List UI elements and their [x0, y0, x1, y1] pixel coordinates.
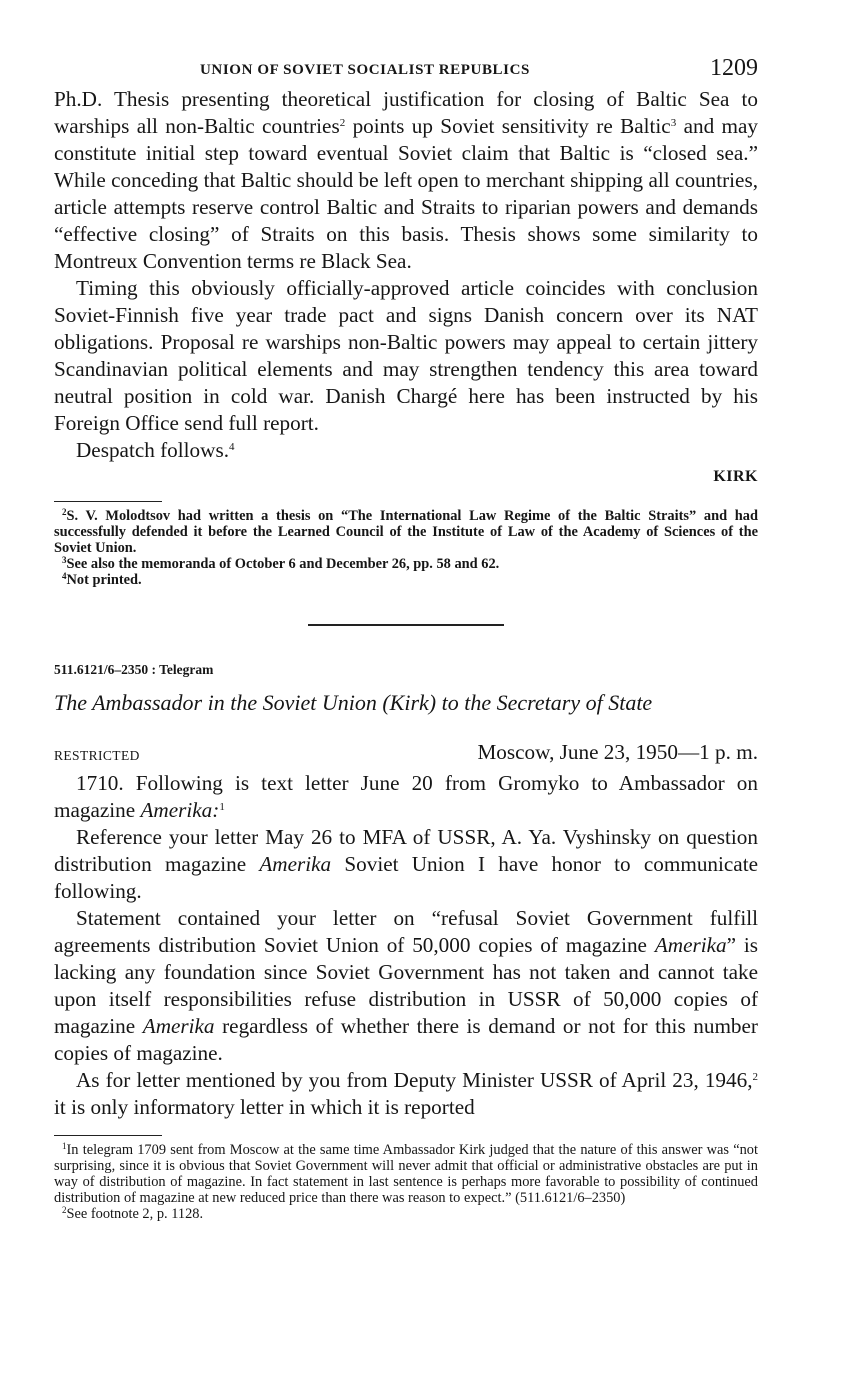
section-divider [308, 624, 504, 626]
footnotes-section [54, 1142, 758, 1222]
document-id: 511.6121/6–2350 : Telegram [54, 662, 214, 677]
footnotes-section [54, 508, 758, 588]
footnote: $^2$See footnote 2, p. 1128. [62, 1205, 204, 1222]
footnote: $^2$S. V. Molodtsov had written a thesis on “The International Law Regime of the Baltic Straits” and had successfully defended it before the Learned Council of the Institute of Law of the Academy of Sciences of the Soviet Union. [54, 507, 758, 556]
running-head: UNION OF SOVIET SOCIALIST REPUBLICS [200, 62, 530, 78]
page-header [54, 52, 758, 86]
footnote-ref[interactable]: 2 [752, 1071, 758, 1083]
footnote-ref[interactable]: 3 [670, 117, 677, 129]
document-page [54, 52, 758, 1222]
paragraph: Ph.D. Thesis presenting theoretical justification for closing of Baltic Sea to warships all non-Baltic countries$^2$ points up Soviet sensitivity re Baltic$^3$ and may constitute initial step toward eventual Soviet claim that Baltic is “closed sea.” While conceding that Baltic should be left open to merchant shipping all countries, article attempts reserve control Baltic and Straits to riparian powers and demands “effective closing” of Straits on this basis. Thesis shows some similarity to Montreux Convention terms re Black Sea. [54, 87, 759, 273]
page-number: 1209 [710, 55, 758, 81]
dateline [54, 740, 758, 770]
footnote-ref[interactable]: 4 [229, 441, 235, 453]
footnote: $^1$In telegram 1709 sent from Moscow at the same time Ambassador Kirk judged that the nature of this answer was “not surprising, since it is obvious that Soviet Government will never admit that official or administrative obstacles are put in way of distribution of magazine. In fact statement in last sentence is perhaps more favorable to possibility of continued distribution of magazine at new reduced price than there was reason to expect.” (511.6121/6–2350) [54, 1141, 758, 1206]
signature: KIRK [713, 468, 758, 485]
paragraph: Reference your letter May 26 to MFA of USSR, A. Ya. Vyshinsky on question distribution magazine Amerika Soviet Union I have honor to communicate following. [54, 825, 759, 903]
footnote-ref[interactable]: 2 [339, 117, 346, 129]
document-title: The Ambassador in the Soviet Union (Kirk) to the Secretary of State [54, 690, 653, 715]
footnote-divider [54, 501, 162, 502]
place-date: Moscow, June 23, 1950—1 p. m. [477, 740, 758, 764]
footnote: $^3$See also the memoranda of October 6 and December 26, pp. 58 and 62. [62, 555, 500, 572]
paragraph: Despatch follows.$^4$ [76, 438, 235, 462]
footnote: $^4$Not printed. [62, 571, 142, 588]
classification: RESTRICTED [54, 748, 140, 763]
paragraph: As for letter mentioned by you from Deputy Minister USSR of April 23, 1946,$^2$ it is only informatory letter in which it is reported [54, 1068, 758, 1119]
footnote-ref[interactable]: 1 [219, 801, 225, 813]
paragraph: 1710. Following is text letter June 20 from Gromyko to Ambassador on magazine Amerika:$^1$ [54, 771, 758, 822]
footnote-divider [54, 1135, 162, 1136]
paragraph: Statement contained your letter on “refusal Soviet Government fulfill agreements distribution Soviet Union of 50,000 copies of magazine Amerika” is lacking any foundation since Soviet Government has not taken and cannot take upon itself responsibilities refuse distribution in USSR of 50,000 copies of magazine Amerika regardless of whether there is demand or not for this number copies of magazine. [54, 906, 758, 1065]
paragraph: Timing this obviously officially-approved article coincides with conclusion Soviet-Finnish five year trade pact and signs Danish concern over its NAT obligations. Proposal re warships non-Baltic powers may appeal to certain jittery Scandinavian political elements and may strengthen tendency this area toward neutral position in cold war. Danish Chargé here has been instructed by his Foreign Office send full report. [54, 276, 758, 435]
